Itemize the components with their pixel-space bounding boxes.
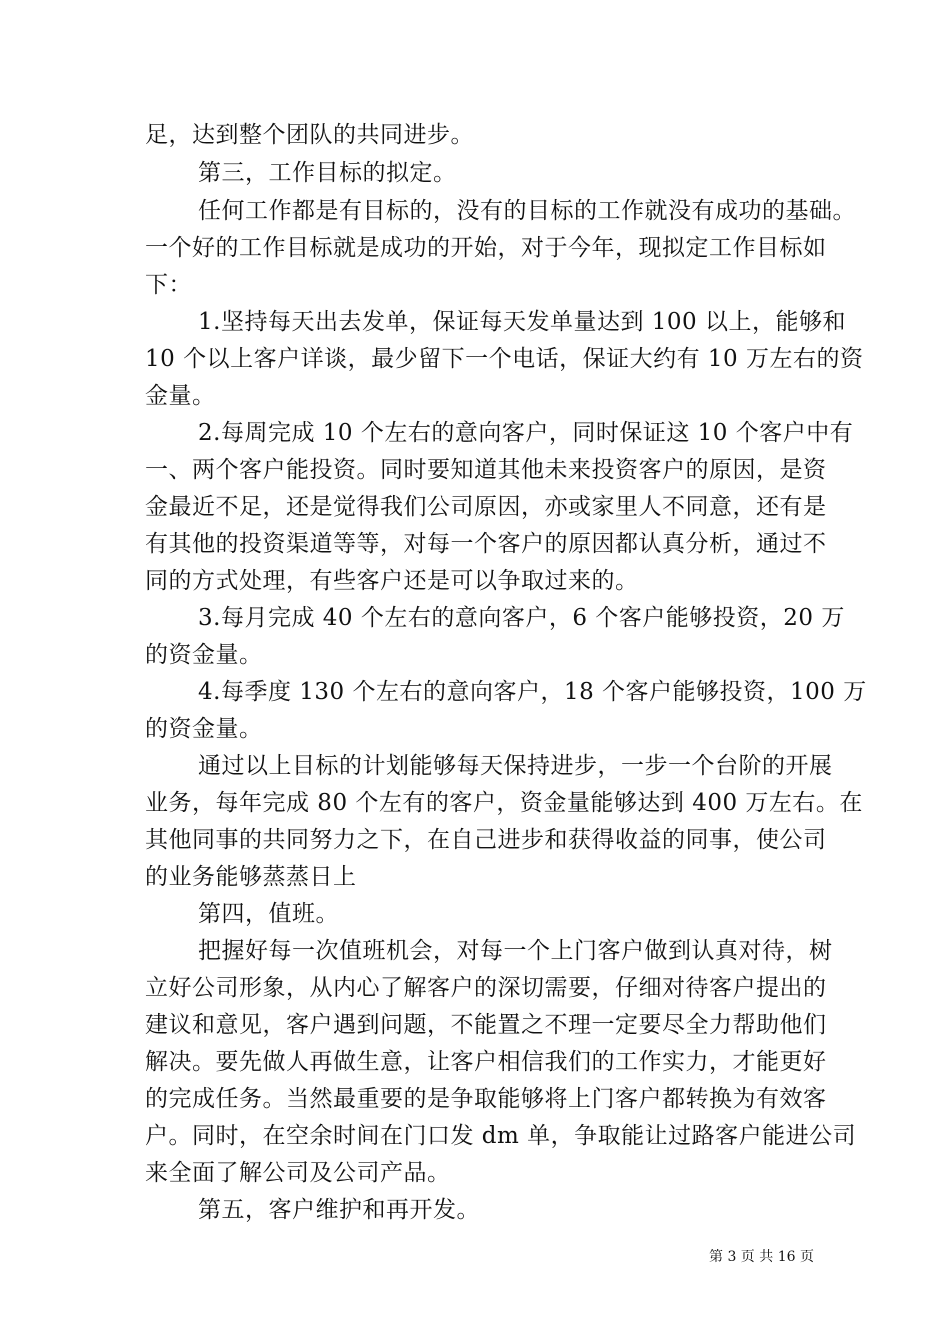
text-line: 的完成任务。当然最重要的是争取能够将上门客户都转换为有效客 (145, 1086, 827, 1112)
text-line: 任何工作都是有目标的，没有的目标的工作就没有成功的基础。 (198, 198, 856, 224)
text-line: 通过以上目标的计划能够每天保持进步，一步一个台阶的开展 (198, 753, 833, 779)
text-line: 金量。 (145, 383, 216, 409)
list-item: 3.每月完成 40 个左右的意向客户，6 个客户能够投资，20 万 (198, 605, 845, 631)
text-line: 立好公司形象，从内心了解客户的深切需要，仔细对待客户提出的 (145, 975, 827, 1001)
text-line: 的资金量。 (145, 642, 263, 668)
section-heading: 第四，值班。 (198, 901, 339, 927)
section-heading: 第五，客户维护和再开发。 (198, 1197, 480, 1223)
page-number-footer: 第 3 页 共 16 页 (709, 1249, 814, 1265)
text-line: 一、两个客户能投资。同时要知道其他未来投资客户的原因，是资 (145, 457, 827, 483)
text-line: 下： (145, 272, 192, 298)
list-item: 4.每季度 130 个左右的意向客户，18 个客户能够投资，100 万 (198, 679, 867, 705)
text-line: 一个好的工作目标就是成功的开始，对于今年，现拟定工作目标如 (145, 235, 827, 261)
text-line: 10 个以上客户详谈，最少留下一个电话，保证大约有 10 万左右的资 (145, 346, 864, 372)
list-item: 1.坚持每天出去发单，保证每天发单量达到 100 以上，能够和 (198, 309, 846, 335)
section-heading: 第三，工作目标的拟定。 (198, 160, 457, 186)
text-line: 解决。要先做人再做生意，让客户相信我们的工作实力，才能更好 (145, 1049, 827, 1075)
text-line: 金最近不足，还是觉得我们公司原因，亦或家里人不同意，还有是 (145, 494, 827, 520)
text-line: 的资金量。 (145, 716, 263, 742)
text-line: 有其他的投资渠道等等，对每一个客户的原因都认真分析，通过不 (145, 531, 827, 557)
text-line: 把握好每一次值班机会，对每一个上门客户做到认真对待，树 (198, 938, 833, 964)
list-item: 2.每周完成 10 个左右的意向客户，同时保证这 10 个客户中有 (198, 420, 854, 446)
text-line: 的业务能够蒸蒸日上 (145, 864, 357, 890)
text-line: 同的方式处理，有些客户还是可以争取过来的。 (145, 568, 639, 594)
text-line: 业务，每年完成 80 个左有的客户，资金量能够达到 400 万左右。在 (145, 790, 863, 816)
text-line: 足，达到整个团队的共同进步。 (145, 122, 474, 148)
text-line: 建议和意见，客户遇到问题，不能置之不理一定要尽全力帮助他们 (145, 1012, 827, 1038)
text-line: 其他同事的共同努力之下，在自己进步和获得收益的同事，使公司 (145, 827, 827, 853)
text-line: 来全面了解公司及公司产品。 (145, 1160, 451, 1186)
text-line: 户。同时，在空余时间在门口发 dm 单，争取能让过路客户能进公司 (145, 1123, 857, 1149)
